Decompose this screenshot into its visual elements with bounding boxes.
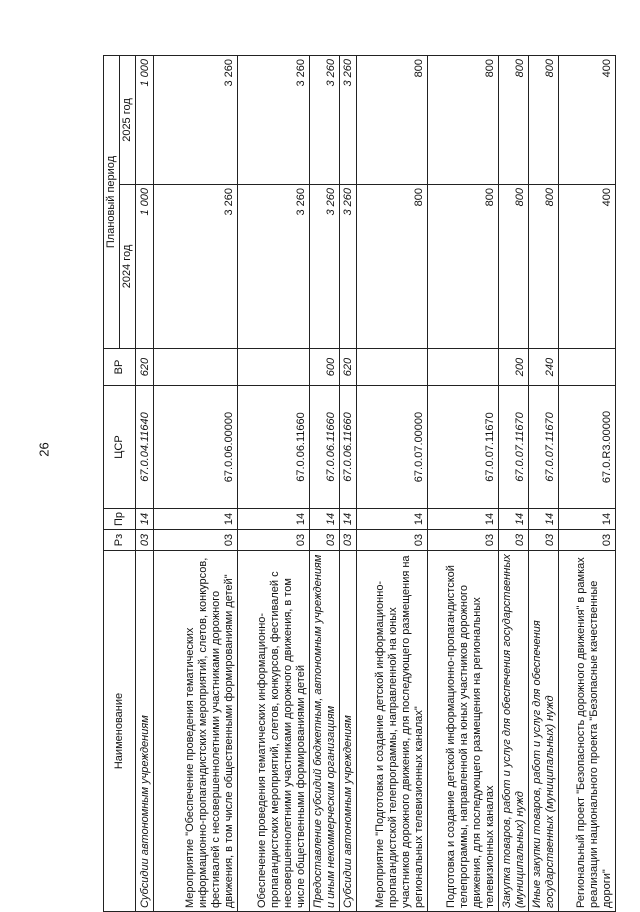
table-row	[339, 56, 356, 912]
cell-name: Предоставление субсидий бюджетным, автономным учреждениям и иным некоммерческим организациям	[309, 551, 339, 912]
cell-vr: 600	[309, 349, 339, 386]
cell-pr: 14	[529, 509, 559, 530]
cell-name: Обеспечение проведения тематических информационно-пропагандистских мероприятий, слетов, конкурсов, фестивалей с несовершеннолетними участниками дорожного движения, в том числе общественными формированиями детей	[238, 551, 309, 912]
cell-vr	[153, 349, 238, 386]
cell-csr: 67.0.06.11660	[309, 386, 339, 509]
cell-2024: 3 260	[238, 185, 309, 349]
cell-2024: 3 260	[309, 185, 339, 349]
cell-pr: 14	[238, 509, 309, 530]
cell-2024: 400	[559, 185, 616, 349]
cell-rz: 03	[427, 530, 498, 551]
cell-2025: 3 260	[339, 56, 356, 185]
header-name: Наименование	[104, 551, 136, 912]
rotated-table-frame	[103, 56, 616, 912]
table-row	[309, 56, 339, 912]
cell-vr: 620	[136, 349, 154, 386]
budget-table	[103, 55, 616, 912]
cell-2024: 800	[498, 185, 528, 349]
cell-name: Региональный проект "Безопасность дорожного движения" в рамках реализации национального проекта "Безопасные качественные дороги"	[559, 551, 616, 912]
cell-csr: 67.0.04.11640	[136, 386, 154, 509]
cell-rz: 03	[136, 530, 154, 551]
cell-2024: 800	[356, 185, 427, 349]
cell-vr: 620	[339, 349, 356, 386]
cell-pr: 14	[498, 509, 528, 530]
cell-2024: 800	[427, 185, 498, 349]
cell-2025: 3 260	[238, 56, 309, 185]
cell-pr: 14	[427, 509, 498, 530]
cell-name: Закупка товаров, работ и услуг для обеспечения государственных (муниципальных) нужд	[498, 551, 528, 912]
cell-csr: 67.0.07.11670	[529, 386, 559, 509]
cell-2025: 800	[356, 56, 427, 185]
cell-vr	[356, 349, 427, 386]
cell-2024: 1 000	[136, 185, 154, 349]
cell-2025: 800	[427, 56, 498, 185]
cell-2024: 3 260	[153, 185, 238, 349]
cell-rz: 03	[339, 530, 356, 551]
cell-rz: 03	[356, 530, 427, 551]
cell-csr: 67.0.06.11660	[238, 386, 309, 509]
cell-name: Подготовка и создание детской информационно-пропагандистской телепрограммы, направленной на юных участников дорожного движения, для последующего размещения на региональных телевизионных каналах	[427, 551, 498, 912]
cell-2024: 3 260	[339, 185, 356, 349]
cell-rz: 03	[559, 530, 616, 551]
cell-rz: 03	[153, 530, 238, 551]
cell-vr	[427, 349, 498, 386]
header-2024: 2024 год	[120, 185, 136, 349]
header-2025: 2025 год	[120, 56, 136, 185]
cell-2025: 1 000	[136, 56, 154, 185]
cell-csr: 67.0.06.00000	[153, 386, 238, 509]
header-csr: ЦСР	[104, 386, 136, 509]
cell-csr: 67.0.06.11660	[339, 386, 356, 509]
cell-rz: 03	[529, 530, 559, 551]
header-vr: ВР	[104, 349, 136, 386]
cell-pr: 14	[309, 509, 339, 530]
cell-pr: 14	[153, 509, 238, 530]
cell-pr: 14	[559, 509, 616, 530]
cell-2025: 3 260	[309, 56, 339, 185]
cell-csr: 67.0.R3.00000	[559, 386, 616, 509]
cell-2024: 800	[529, 185, 559, 349]
table-row	[356, 56, 427, 912]
cell-rz: 03	[238, 530, 309, 551]
cell-2025: 400	[559, 56, 616, 185]
cell-name: Субсидии автономным учреждениям	[136, 551, 154, 912]
table-row	[427, 56, 498, 912]
table-row	[529, 56, 559, 912]
page-number: 26	[36, 442, 52, 457]
cell-name: Иные закупки товаров, работ и услуг для обеспечения государственных (муниципальных) нужд	[529, 551, 559, 912]
cell-csr: 67.0.07.11670	[498, 386, 528, 509]
cell-name: Субсидии автономным учреждениям	[339, 551, 356, 912]
cell-2025: 800	[498, 56, 528, 185]
cell-name: Мероприятие "Обеспечение проведения тематических информационно-пропагандистских мероприятий, слетов, конкурсов, фестивалей с несовершеннолетними участниками дорожного движения, в том числе общественными формированиями детей"	[153, 551, 238, 912]
cell-name: Мероприятие "Подготовка и создание детской информационно-пропагандистской телепрограммы, направленной на юных участников дорожного движения, для последующего размещения на региональных телевизионных каналах"	[356, 551, 427, 912]
header-rz: Рз	[104, 530, 136, 551]
cell-vr	[559, 349, 616, 386]
cell-vr: 240	[529, 349, 559, 386]
header-planned-period: Плановый период	[104, 56, 120, 349]
cell-pr: 14	[136, 509, 154, 530]
cell-vr	[238, 349, 309, 386]
cell-rz: 03	[498, 530, 528, 551]
cell-rz: 03	[309, 530, 339, 551]
cell-pr: 14	[356, 509, 427, 530]
table-row	[498, 56, 528, 912]
table-row	[136, 56, 154, 912]
header-pr: Пр	[104, 509, 136, 530]
cell-2025: 800	[529, 56, 559, 185]
cell-pr: 14	[339, 509, 356, 530]
table-row	[238, 56, 309, 912]
table-row	[153, 56, 238, 912]
table-row	[559, 56, 616, 912]
cell-vr: 200	[498, 349, 528, 386]
cell-csr: 67.0.07.11670	[427, 386, 498, 509]
cell-csr: 67.0.07.00000	[356, 386, 427, 509]
cell-2025: 3 260	[153, 56, 238, 185]
